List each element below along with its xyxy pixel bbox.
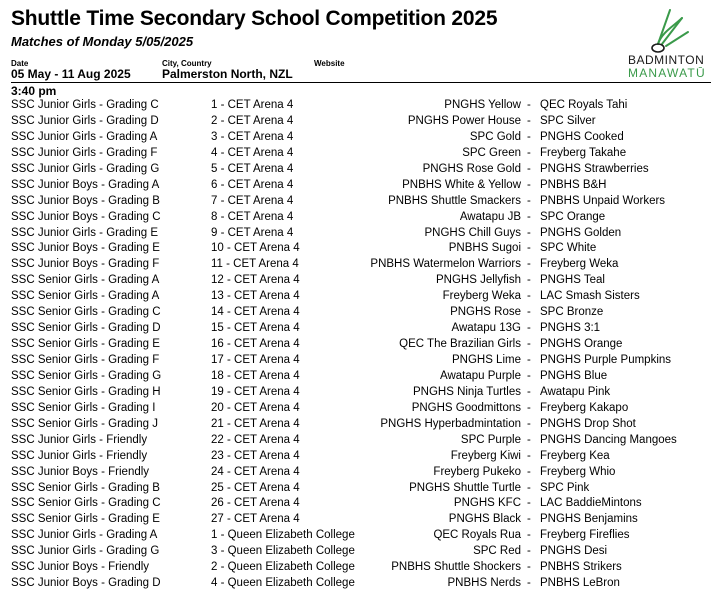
match-home-team: PNGHS Jellyfish xyxy=(436,274,521,287)
match-grade: SSC Junior Boys - Grading C xyxy=(11,210,161,223)
match-home-team: PNGHS Goodmittons xyxy=(411,401,521,414)
match-grade: SSC Senior Girls - Grading H xyxy=(11,385,161,398)
match-away-team: PNBHS LeBron xyxy=(540,577,620,590)
match-grade: SSC Junior Girls - Grading E xyxy=(11,226,158,239)
match-home-team: SPC Red xyxy=(473,545,521,558)
date-value: 05 May - 11 Aug 2025 xyxy=(11,67,131,81)
match-separator: - xyxy=(527,449,531,462)
match-court: 18 - CET Arena 4 xyxy=(211,369,300,382)
match-home-team: Freyberg Pukeko xyxy=(433,465,521,478)
match-row xyxy=(0,401,715,417)
match-separator: - xyxy=(527,417,531,430)
match-grade: SSC Senior Girls - Grading G xyxy=(11,369,162,382)
match-court: 14 - CET Arena 4 xyxy=(211,306,300,319)
match-row xyxy=(0,241,715,257)
match-court: 13 - CET Arena 4 xyxy=(211,290,300,303)
match-grade: SSC Junior Boys - Grading F xyxy=(11,258,160,271)
match-away-team: PNGHS Benjamins xyxy=(540,513,638,526)
match-court: 1 - CET Arena 4 xyxy=(211,99,294,111)
match-home-team: PNGHS Chill Guys xyxy=(424,226,521,239)
match-home-team: PNGHS Black xyxy=(448,513,521,526)
match-home-team: PNBHS White & Yellow xyxy=(402,178,521,191)
match-grade: SSC Senior Girls - Grading C xyxy=(11,497,161,510)
match-separator: - xyxy=(527,194,531,207)
match-court: 26 - CET Arena 4 xyxy=(211,497,300,510)
match-away-team: SPC Bronze xyxy=(540,306,604,319)
match-separator: - xyxy=(527,354,531,366)
header-rule xyxy=(11,82,711,83)
match-grade: SSC Junior Girls - Grading A xyxy=(11,529,158,542)
match-separator: - xyxy=(527,258,531,271)
match-court: 10 - CET Arena 4 xyxy=(211,242,300,255)
match-home-team: PNBHS Sugoi xyxy=(448,242,521,255)
match-away-team: PNGHS Strawberries xyxy=(540,162,649,175)
match-row xyxy=(0,321,715,337)
match-home-team: Awatapu 13G xyxy=(451,322,521,335)
match-separator: - xyxy=(527,210,531,223)
match-court: 22 - CET Arena 4 xyxy=(211,433,300,446)
match-row xyxy=(0,130,715,146)
match-row xyxy=(0,178,715,194)
match-court: 7 - CET Arena 4 xyxy=(211,194,294,207)
match-away-team: PNGHS Drop Shot xyxy=(540,417,636,430)
match-row xyxy=(0,560,715,576)
match-row xyxy=(0,273,715,289)
match-grade: SSC Senior Girls - Grading E xyxy=(11,338,160,351)
match-court: 21 - CET Arena 4 xyxy=(211,417,300,430)
match-separator: - xyxy=(527,99,531,111)
match-court: 15 - CET Arena 4 xyxy=(211,322,300,335)
match-court: 8 - CET Arena 4 xyxy=(211,210,294,223)
match-away-team: SPC White xyxy=(540,242,597,255)
match-court: 20 - CET Arena 4 xyxy=(211,401,300,414)
match-row xyxy=(0,257,715,273)
match-away-team: Freyberg Takahe xyxy=(540,146,627,159)
match-row xyxy=(0,481,715,497)
match-separator: - xyxy=(527,545,531,558)
city-label: City, Country xyxy=(162,59,212,68)
match-court: 23 - CET Arena 4 xyxy=(211,449,300,462)
logo-text-line1: BADMINTON xyxy=(628,53,705,67)
match-separator: - xyxy=(527,226,531,239)
match-home-team: PNGHS Rose xyxy=(450,306,521,319)
match-away-team: PNBHS Strikers xyxy=(540,561,622,574)
match-row xyxy=(0,449,715,465)
match-away-team: Freyberg Whio xyxy=(540,465,616,478)
match-separator: - xyxy=(527,561,531,574)
match-separator: - xyxy=(527,401,531,414)
match-home-team: PNBHS Shuttle Smackers xyxy=(388,194,521,207)
match-separator: - xyxy=(527,481,531,494)
match-separator: - xyxy=(527,274,531,287)
match-home-team: PNGHS Shuttle Turtle xyxy=(409,481,521,494)
match-home-team: PNGHS Rose Gold xyxy=(422,162,521,175)
website-label: Website xyxy=(314,59,345,68)
match-away-team: PNGHS Golden xyxy=(540,226,622,239)
matches-list xyxy=(0,98,715,592)
match-away-team: QEC Royals Tahi xyxy=(540,99,628,111)
match-home-team: PNGHS Ninja Turtles xyxy=(412,385,521,398)
match-court: 12 - CET Arena 4 xyxy=(211,274,300,287)
match-home-team: PNGHS Lime xyxy=(451,354,521,366)
match-grade: SSC Senior Girls - Grading A xyxy=(11,290,160,303)
match-separator: - xyxy=(527,242,531,255)
match-away-team: PNGHS Teal xyxy=(540,274,605,287)
match-row xyxy=(0,528,715,544)
match-grade: SSC Junior Boys - Grading B xyxy=(11,194,160,207)
match-court: 24 - CET Arena 4 xyxy=(211,465,300,478)
match-row xyxy=(0,496,715,512)
match-court: 19 - CET Arena 4 xyxy=(211,385,300,398)
match-row xyxy=(0,512,715,528)
match-grade: SSC Senior Girls - Grading I xyxy=(11,401,156,414)
match-row xyxy=(0,337,715,353)
match-court: 1 - Queen Elizabeth College xyxy=(211,529,355,542)
match-court: 2 - Queen Elizabeth College xyxy=(211,561,355,574)
match-separator: - xyxy=(527,306,531,319)
match-away-team: PNGHS Purple Pumpkins xyxy=(540,354,672,366)
match-grade: SSC Junior Girls - Grading G xyxy=(11,162,160,175)
match-grade: SSC Junior Girls - Grading F xyxy=(11,146,158,159)
match-separator: - xyxy=(527,465,531,478)
match-grade: SSC Junior Girls - Grading G xyxy=(11,545,160,558)
match-home-team: PNBHS Watermelon Warriors xyxy=(370,258,521,271)
match-home-team: QEC The Brazilian Girls xyxy=(399,338,521,351)
match-away-team: Freyberg Kea xyxy=(540,449,610,462)
match-grade: SSC Junior Boys - Grading A xyxy=(11,178,160,191)
match-row xyxy=(0,417,715,433)
match-grade: SSC Senior Girls - Grading F xyxy=(11,354,160,366)
match-row xyxy=(0,433,715,449)
match-court: 6 - CET Arena 4 xyxy=(211,178,294,191)
match-grade: SSC Senior Girls - Grading E xyxy=(11,513,160,526)
match-away-team: SPC Silver xyxy=(540,114,596,127)
match-row xyxy=(0,544,715,560)
match-row xyxy=(0,576,715,592)
match-separator: - xyxy=(527,290,531,303)
match-row xyxy=(0,353,715,369)
match-away-team: PNGHS Blue xyxy=(540,369,608,382)
match-grade: SSC Junior Girls - Friendly xyxy=(11,449,148,462)
match-home-team: SPC Green xyxy=(462,146,521,159)
match-home-team: PNGHS Power House xyxy=(407,114,521,127)
date-label: Date xyxy=(11,59,29,68)
match-court: 27 - CET Arena 4 xyxy=(211,513,300,526)
match-away-team: PNBHS Unpaid Workers xyxy=(540,194,666,207)
logo-text-line2: MANAWATŪ xyxy=(628,66,706,80)
match-separator: - xyxy=(527,497,531,510)
match-away-team: LAC Smash Sisters xyxy=(540,290,640,303)
match-away-team: Awatapu Pink xyxy=(540,385,611,398)
match-court: 3 - CET Arena 4 xyxy=(211,130,294,143)
match-separator: - xyxy=(527,338,531,351)
match-home-team: SPC Gold xyxy=(469,130,521,143)
city-value: Palmerston North, NZL xyxy=(162,67,293,81)
match-row xyxy=(0,146,715,162)
match-court: 4 - CET Arena 4 xyxy=(211,146,294,159)
match-home-team: QEC Royals Rua xyxy=(433,529,521,542)
match-separator: - xyxy=(527,322,531,335)
match-away-team: LAC BaddieMintons xyxy=(540,497,642,510)
match-home-team: SPC Purple xyxy=(460,433,521,446)
match-row xyxy=(0,98,715,114)
match-court: 17 - CET Arena 4 xyxy=(211,354,300,366)
match-grade: SSC Senior Girls - Grading B xyxy=(11,481,160,494)
match-away-team: SPC Orange xyxy=(540,210,606,223)
match-separator: - xyxy=(527,513,531,526)
match-away-team: PNGHS Desi xyxy=(540,545,608,558)
match-separator: - xyxy=(527,369,531,382)
match-away-team: Freyberg Weka xyxy=(540,258,619,271)
match-row xyxy=(0,369,715,385)
match-home-team: PNGHS KFC xyxy=(453,497,521,510)
page-subtitle: Matches of Monday 5/05/2025 xyxy=(11,34,194,49)
match-separator: - xyxy=(527,162,531,175)
match-grade: SSC Junior Boys - Friendly xyxy=(11,465,150,478)
match-grade: SSC Senior Girls - Grading J xyxy=(11,417,158,430)
match-away-team: Freyberg Kakapo xyxy=(540,401,629,414)
match-separator: - xyxy=(527,385,531,398)
match-separator: - xyxy=(527,433,531,446)
match-row xyxy=(0,385,715,401)
match-separator: - xyxy=(527,130,531,143)
match-row xyxy=(0,226,715,242)
match-grade: SSC Senior Girls - Grading C xyxy=(11,306,161,319)
match-home-team: Awatapu JB xyxy=(459,210,521,223)
match-court: 4 - Queen Elizabeth College xyxy=(211,577,355,590)
match-row xyxy=(0,210,715,226)
match-grade: SSC Junior Girls - Grading A xyxy=(11,130,158,143)
time-slot: 3:40 pm xyxy=(11,84,57,98)
match-grade: SSC Junior Girls - Grading C xyxy=(11,99,159,111)
match-court: 11 - CET Arena 4 xyxy=(211,258,299,271)
match-home-team: Awatapu Purple xyxy=(440,369,521,382)
match-away-team: PNBHS B&H xyxy=(540,178,607,191)
match-row xyxy=(0,305,715,321)
match-grade: SSC Senior Girls - Grading A xyxy=(11,274,160,287)
page-title: Shuttle Time Secondary School Competition 2025 xyxy=(11,7,498,30)
match-grade: SSC Junior Girls - Friendly xyxy=(11,433,148,446)
match-grade: SSC Junior Boys - Grading D xyxy=(11,577,161,590)
match-court: 25 - CET Arena 4 xyxy=(211,481,300,494)
match-home-team: PNBHS Shuttle Shockers xyxy=(391,561,521,574)
match-away-team: Freyberg Fireflies xyxy=(540,529,630,542)
match-separator: - xyxy=(527,114,531,127)
match-court: 2 - CET Arena 4 xyxy=(211,114,294,127)
match-row xyxy=(0,114,715,130)
match-separator: - xyxy=(527,577,531,590)
match-away-team: PNGHS 3:1 xyxy=(540,322,601,335)
match-separator: - xyxy=(527,146,531,159)
match-grade: SSC Junior Boys - Grading E xyxy=(11,242,160,255)
match-home-team: PNGHS Hyperbadmintation xyxy=(380,417,521,430)
match-away-team: PNGHS Orange xyxy=(540,338,623,351)
match-home-team: PNBHS Nerds xyxy=(447,577,521,590)
match-row xyxy=(0,465,715,481)
match-separator: - xyxy=(527,178,531,191)
match-row xyxy=(0,162,715,178)
match-court: 3 - Queen Elizabeth College xyxy=(211,545,355,558)
match-court: 5 - CET Arena 4 xyxy=(211,162,294,175)
match-away-team: SPC Pink xyxy=(540,481,590,494)
match-away-team: PNGHS Dancing Mangoes xyxy=(540,433,677,446)
match-away-team: PNGHS Cooked xyxy=(540,130,624,143)
match-row xyxy=(0,194,715,210)
match-grade: SSC Senior Girls - Grading D xyxy=(11,322,161,335)
match-grade: SSC Junior Boys - Friendly xyxy=(11,561,150,574)
match-court: 9 - CET Arena 4 xyxy=(211,226,294,239)
match-separator: - xyxy=(527,529,531,542)
match-grade: SSC Junior Girls - Grading D xyxy=(11,114,159,127)
match-home-team: PNGHS Yellow xyxy=(444,99,521,111)
match-home-team: Freyberg Kiwi xyxy=(450,449,521,462)
match-home-team: Freyberg Weka xyxy=(442,290,521,303)
match-court: 16 - CET Arena 4 xyxy=(211,338,300,351)
match-row xyxy=(0,289,715,305)
